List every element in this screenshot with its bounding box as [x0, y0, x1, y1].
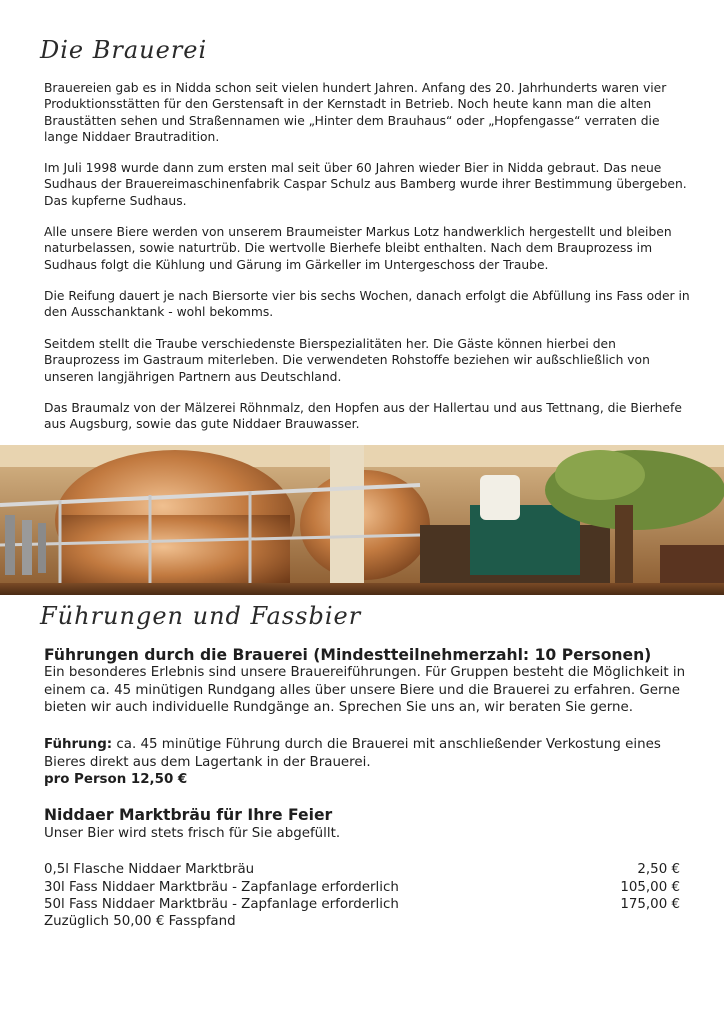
- brewery-paragraph-history: Brauereien gab es in Nidda schon seit vielen hundert Jahren. Anfang des 20. Jahrhunderts waren vier Produktionsstätten für den Gerstensaft in der Kernstadt in Betrieb. Noch heute kann man die alten Braustätten sehen und Straßennamen wie „Hinter dem Brauhaus“ oder „Hopfengasse“ verraten die lange Niddaer Brautradition.: [44, 81, 667, 145]
- brewhouse-photo: [0, 445, 724, 595]
- brewery-paragraph-reifung: Die Reifung dauert je nach Biersorte vier bis sechs Wochen, danach erfolgt die Abfüllung ins Fass oder in den Ausschanktank - wohl bekomms.: [44, 289, 690, 320]
- deposit-note: Zuzüglich 50,00 € Fasspfand: [44, 914, 236, 929]
- tours-detail: [44, 736, 694, 771]
- feier-heading: Niddaer Marktbräu für Ihre Feier: [44, 806, 333, 824]
- item-price: 175,00 €: [620, 897, 680, 912]
- brewery-paragraph-rohstoffe: Das Braumalz von der Mälzerei Röhnmalz, den Hopfen aus der Hallertau und aus Tettnang, die Bierhefe aus Augsburg, sowie das gute Niddaer Brauwasser.: [44, 401, 682, 432]
- item-price: 105,00 €: [620, 880, 680, 895]
- section-title-tours: Führungen und Fassbier: [40, 602, 362, 630]
- brewery-paragraph-braumeister: Alle unsere Biere werden von unserem Braumeister Markus Lotz handwerklich hergestellt und bleiben naturbelassen, sowie naturtrüb. Die wertvolle Bierhefe bleibt enthalten. Nach dem Brauprozess im Sudhaus folgt die Kühlung und Gärung im Gärkeller im Untergeschoss der Traube.: [44, 225, 672, 272]
- tours-intro: Ein besonderes Erlebnis sind unsere Brauereiführungen. Für Gruppen besteht die Möglichkeit in einem ca. 45 minütigen Rundgang alles über unsere Biere und die Brauerei zu erfahren. Gerne bieten wir auch individuelle Rundgänge an. Sprechen Sie uns an, wir beraten Sie gerne.: [44, 665, 686, 716]
- price-row: [44, 861, 680, 879]
- item-name: 30l Fass Niddaer Marktbräu - Zapfanlage erforderlich: [44, 880, 399, 895]
- tours-detail-text: ca. 45 minütige Führung durch die Brauerei mit anschließender Verkostung eines Bieres direkt aus dem Lagertank in der Brauerei.: [44, 737, 661, 770]
- item-name: 0,5l Flasche Niddaer Marktbräu: [44, 862, 255, 877]
- brewery-paragraph-spezialitaeten: Seitdem stellt die Traube verschiedenste Bierspezialitäten her. Die Gäste können hierbei den Brauprozess im Gastraum miterleben. Die verwendeten Rohstoffe beziehen wir außschließlich von unseren langjährigen Partnern aus Deutschland.: [44, 337, 650, 384]
- brewery-paragraph-1998: Im Juli 1998 wurde dann zum ersten mal seit über 60 Jahren wieder Bier in Nidda gebraut. Das neue Sudhaus der Brauereimaschinenfabrik Caspar Schulz aus Bamberg wurde ihrer Bestimmung übergeben. Das kupferne Sudhaus.: [44, 161, 687, 208]
- price-row: [44, 879, 680, 897]
- tours-heading: Führungen durch die Brauerei (Mindestteilnehmerzahl: 10 Personen): [44, 646, 652, 664]
- tours-detail-label: Führung:: [44, 737, 113, 752]
- brewery-title: Die Brauerei: [40, 36, 208, 64]
- feier-subtitle: Unser Bier wird stets frisch für Sie abgefüllt.: [44, 826, 341, 841]
- item-price: 2,50 €: [637, 862, 680, 877]
- item-name: 50l Fass Niddaer Marktbräu - Zapfanlage erforderlich: [44, 897, 399, 912]
- tours-price: pro Person 12,50 €: [44, 772, 188, 787]
- price-row: [44, 896, 680, 914]
